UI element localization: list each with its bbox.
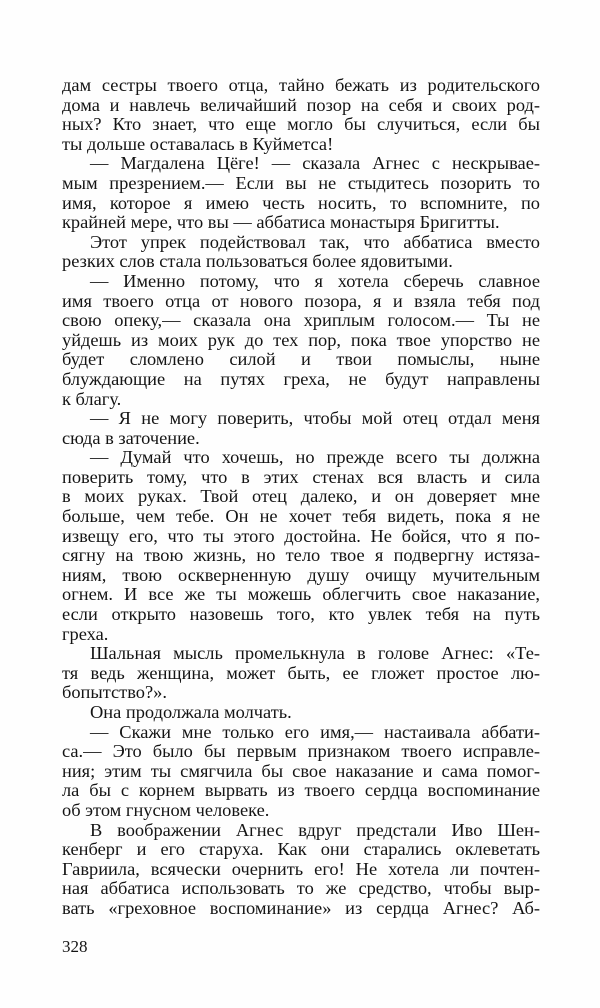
text-line: тя ведь женщина, может быть, ее гложет простое лю- — [62, 662, 540, 683]
text-line: дома и навлечь величайший позор на себя и своих род- — [62, 94, 540, 115]
text-line: извещу его, что ты этого достойна. Не бойся, что я по- — [62, 525, 540, 546]
text-line: В воображении Агнес вдруг предстали Иво Шен- — [90, 819, 540, 840]
text-line: ная аббатиса использовать то же средство, чтобы выр- — [62, 878, 540, 899]
text-line: — Я не могу поверить, чтобы мой отец отдал меня — [90, 408, 540, 429]
text-line: — Скажи мне только его имя,— настаивала аббати- — [90, 721, 540, 742]
text-line: имя твоего отца от нового позора, я и взяла тебя под — [62, 290, 540, 311]
text-line: резких слов стала пользоваться более ядовитыми. — [62, 251, 453, 272]
text-line: дам сестры твоего отца, тайно бежать из родительского — [62, 75, 540, 95]
text-line: поверить тому, что в этих стенах вся власть и сила — [62, 466, 540, 487]
body-text — [62, 76, 540, 919]
text-line: если открыто назовешь того, кто увлек тебя на путь — [62, 604, 540, 625]
text-line: — Магдалена Цёге! — сказала Агнес с нескрывае- — [90, 153, 540, 174]
text-line: ты дольше оставалась в Куйметса! — [62, 133, 334, 154]
text-line: уйдешь из моих рук до тех пор, пока твое упорство не — [62, 329, 540, 350]
text-line: кенберг и его старуха. Как они старались оклеветать — [62, 839, 540, 860]
text-line: — Именно потому, что я хотела сберечь славное — [90, 270, 540, 291]
text-line: ла бы с корнем вырвать из твоего сердца воспоминание — [62, 780, 540, 801]
text-line: мым презрением.— Если вы не стыдитесь позорить то — [62, 172, 540, 193]
text-line: ных? Кто знает, что еще могло бы случиться, если бы — [62, 114, 540, 135]
text-line: об этом гнусном человеке. — [62, 799, 270, 820]
text-line: ния; этим ты смягчила бы свое наказание и сама помог- — [62, 760, 540, 781]
text-line: вать «греховное воспоминание» из сердца Агнес? Аб- — [62, 897, 540, 918]
text-line: в моих руках. Твой отец далеко, и он доверяет мне — [62, 486, 540, 507]
text-line: Шальная мысль промелькнула в голове Агнес: «Те- — [90, 643, 540, 664]
text-line: блуждающие на путях греха, не будут направлены — [62, 368, 540, 389]
text-line: са.— Это было бы первым признаком твоего исправле- — [62, 741, 540, 762]
text-line: бопытство?». — [62, 682, 167, 703]
text-line: больше, чем тебе. Он не хочет тебя видеть, пока я не — [62, 506, 540, 527]
text-line: имя, которое я имею честь носить, то вспомните, по — [62, 192, 540, 213]
text-line: Гавриила, всячески очернить его! Не хотела ли почтен- — [62, 858, 540, 879]
text-line: крайней мере, что вы — аббатиса монастыря Бригитты. — [62, 212, 500, 233]
text-line: Она продолжала молчать. — [90, 702, 292, 722]
text-line: свою опеку,— сказала она хриплым голосом.— Ты не — [62, 310, 540, 331]
text-line: греха. — [62, 623, 109, 644]
text-line: — Думай что хочешь, но прежде всего ты должна — [90, 447, 540, 468]
page-number: 328 — [62, 937, 88, 956]
text-line: ниям, твою оскверненную душу очищу мучительным — [62, 564, 540, 585]
text-line: сягну на твою жизнь, но тело твое я подвергну истяза- — [62, 545, 540, 566]
text-line: к благу. — [62, 388, 122, 409]
text-line: будет сломлено силой и твои помыслы, ныне — [62, 349, 540, 370]
text-line: Этот упрек подействовал так, что аббатиса вместо — [90, 231, 540, 252]
text-line: сюда в заточение. — [62, 427, 200, 448]
text-line: огнем. И все же ты можешь облегчить свое наказание, — [62, 584, 540, 605]
